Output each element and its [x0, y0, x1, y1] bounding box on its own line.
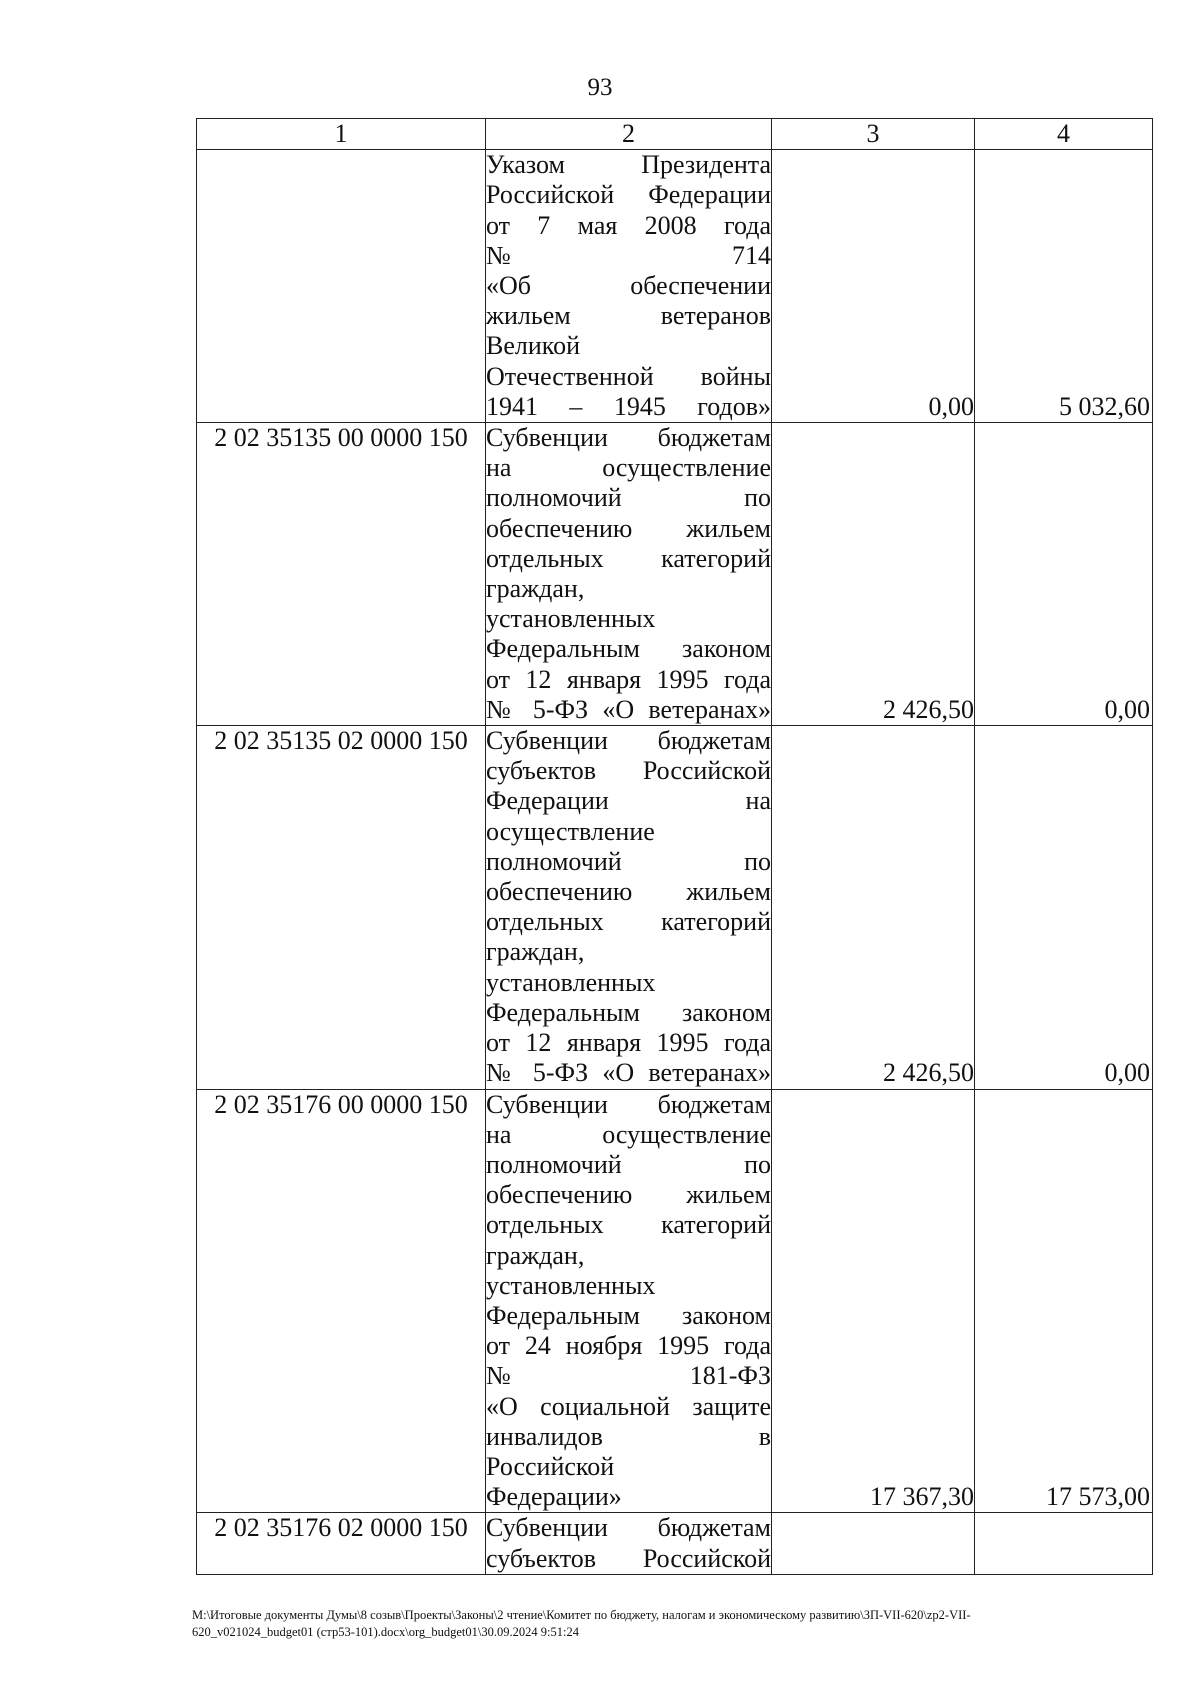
description-line: полномочий по [486, 1149, 771, 1179]
description-line: отдельных категорий [486, 907, 771, 937]
footer-line-2: 620_v021024_budget01 (стр53-101).docx\org_budget01\30.09.2024 9:51:24 [192, 1625, 579, 1639]
description-line: обеспечению жильем [486, 1180, 771, 1210]
description-line: Федеральным законом [486, 634, 771, 664]
description-line: установленных [486, 967, 656, 997]
budget-code-cell: 2 02 35176 02 0000 150 [197, 1513, 486, 1574]
description-cell [486, 726, 772, 1089]
description-line: от 12 января 1995 года [486, 664, 771, 694]
description-line: «О социальной защите [486, 1391, 771, 1421]
budget-table [196, 118, 1153, 1575]
description-line: отдельных категорий [486, 1210, 771, 1240]
file-path-footer [192, 1607, 1152, 1641]
description-line: Субвенции бюджетам [486, 423, 771, 453]
amount-col4-cell [975, 1513, 1153, 1574]
description-line: Федеральным законом [486, 997, 771, 1027]
table-body [197, 150, 1153, 1575]
description-cell [486, 150, 772, 423]
description-line: Федерации на [486, 786, 771, 816]
description-line: полномочий по [486, 846, 771, 876]
description-line: Российской [486, 1451, 615, 1481]
description-line: Федерации» [486, 1482, 622, 1512]
table-row [197, 1089, 1153, 1513]
description-line: № 714 [486, 240, 771, 270]
description-line: отдельных категорий [486, 543, 771, 573]
description-line: Федеральным законом [486, 1300, 771, 1330]
column-header-1: 1 [197, 119, 486, 150]
description-line: № 5-ФЗ «О ветеранах» [486, 1058, 771, 1088]
description-line: граждан, [486, 574, 585, 604]
description-line: на осуществление [486, 453, 771, 483]
description-line: «Об обеспечении [486, 271, 771, 301]
description-line: граждан, [486, 937, 585, 967]
description-line: жильем ветеранов [486, 301, 771, 331]
description-line: № 181-ФЗ [486, 1361, 771, 1391]
table-row [197, 150, 1153, 423]
budget-code-cell: 2 02 35135 02 0000 150 [197, 726, 486, 1089]
description-line: Субвенции бюджетам [486, 1089, 771, 1119]
amount-col4-cell: 0,00 [975, 423, 1153, 726]
column-header-2: 2 [486, 119, 772, 150]
budget-code-cell: 2 02 35135 00 0000 150 [197, 423, 486, 726]
budget-code-cell [197, 150, 486, 423]
table-row [197, 1513, 1153, 1574]
description-line: установленных [486, 1270, 656, 1300]
amount-col4-cell: 17 573,00 [975, 1089, 1153, 1513]
amount-col3-cell [772, 1513, 975, 1574]
column-header-3: 3 [772, 119, 975, 150]
amount-col4-cell: 0,00 [975, 726, 1153, 1089]
description-line: от 24 ноября 1995 года [486, 1331, 771, 1361]
description-line: № 5-ФЗ «О ветеранах» [486, 694, 771, 724]
amount-col3-cell: 17 367,30 [772, 1089, 975, 1513]
description-line: 1941 – 1945 годов» [486, 391, 771, 421]
description-line: граждан, [486, 1240, 585, 1270]
description-line: от 12 января 1995 года [486, 1028, 771, 1058]
description-line: субъектов Российской [486, 1543, 771, 1573]
table-row [197, 423, 1153, 726]
description-cell [486, 1513, 772, 1574]
description-cell [486, 1089, 772, 1513]
description-line: субъектов Российской [486, 756, 771, 786]
footer-line-1: M:\Итоговые документы Думы\8 созыв\Проекты\Законы\2 чтение\Комитет по бюджету, налогам и экономическому развитию\ЗП-VII-620\zp2-VII- [192, 1608, 971, 1622]
amount-col3-cell: 2 426,50 [772, 423, 975, 726]
description-line: Российской Федерации [486, 180, 771, 210]
amount-col3-cell: 2 426,50 [772, 726, 975, 1089]
description-line: Субвенции бюджетам [486, 1513, 771, 1543]
amount-col4-cell: 5 032,60 [975, 150, 1153, 423]
description-line: обеспечению жильем [486, 513, 771, 543]
description-line: установленных [486, 604, 656, 634]
description-line: Великой [486, 331, 580, 361]
description-line: полномочий по [486, 483, 771, 513]
description-line: обеспечению жильем [486, 877, 771, 907]
budget-code-cell: 2 02 35176 00 0000 150 [197, 1089, 486, 1513]
table-row [197, 726, 1153, 1089]
description-line: от 7 мая 2008 года [486, 210, 771, 240]
description-line: инвалидов в [486, 1421, 771, 1451]
description-cell [486, 423, 772, 726]
description-line: Указом Президента [486, 150, 771, 180]
table-header-row [197, 119, 1153, 150]
description-line: Субвенции бюджетам [486, 726, 771, 756]
description-line: осуществление [486, 816, 655, 846]
description-line: на осуществление [486, 1119, 771, 1149]
page-number: 93 [587, 74, 613, 101]
description-line: Отечественной войны [486, 361, 771, 391]
amount-col3-cell: 0,00 [772, 150, 975, 423]
column-header-4: 4 [975, 119, 1153, 150]
